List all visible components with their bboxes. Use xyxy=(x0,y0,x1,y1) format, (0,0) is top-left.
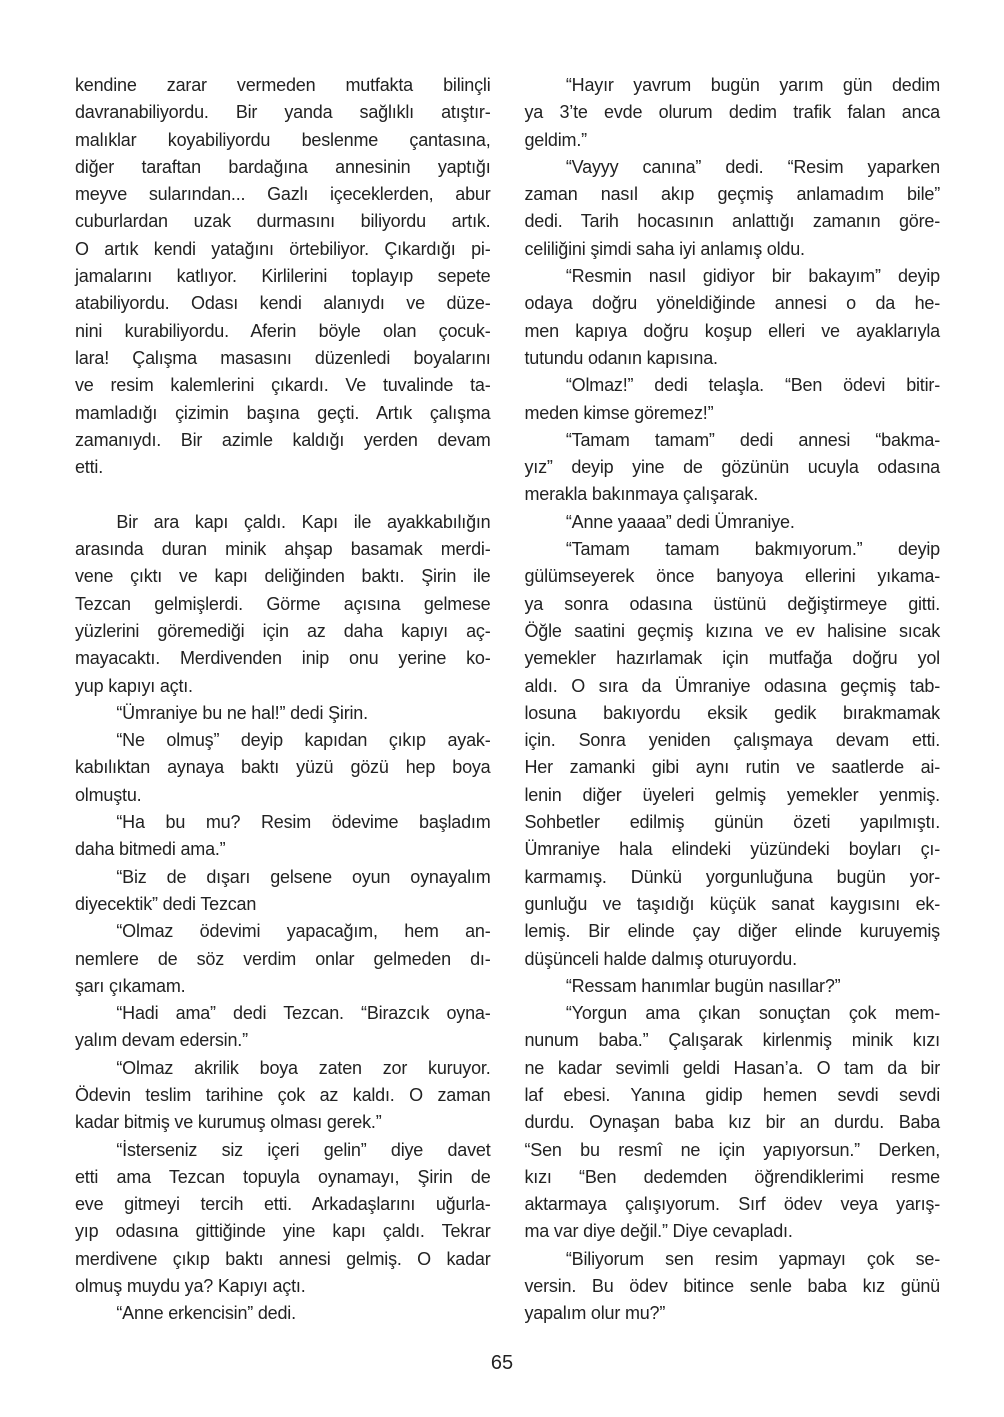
text-line: Bir ara kapı çaldı. Kapı ile ayakkabılığın xyxy=(116,511,491,532)
paragraph xyxy=(525,154,941,263)
text-line: “Vayyy canına” dedi. “Resim yaparken xyxy=(565,156,940,177)
text-line: karmamış. Dünkü yorgunluğuna bugün yor- xyxy=(524,866,940,887)
text-line: şarı çıkamam. xyxy=(75,975,186,996)
text-line: Öğle saatini geçmiş kızına ve ev halisine sıcak xyxy=(524,620,940,641)
text-line: men kapıya doğru koşup elleri ve ayaklarıyla xyxy=(524,320,940,341)
paragraph xyxy=(75,700,491,727)
text-line: ya 3’te evde olurum dedim trafik falan anca xyxy=(524,102,940,123)
paragraph xyxy=(525,427,941,509)
paragraph xyxy=(75,809,491,864)
text-line: aktarmaya çalışıyorum. Sırf ödev veya yarış- xyxy=(524,1194,940,1215)
paragraph xyxy=(75,918,491,1000)
text-line: olmuştu. xyxy=(75,784,142,805)
text-line: etti ama Tezcan topuyla oynamayı, Şirin de xyxy=(75,1166,491,1187)
text-line: ne kadar sevimli geldi Hasan’a. O tam da bir xyxy=(524,1057,940,1078)
text-line: “Ne olmuş” deyip kapıdan çıkıp ayak- xyxy=(116,730,491,751)
text-line: gülümseyerek önce banyoya ellerini yıkama- xyxy=(524,566,940,587)
text-line: Her zamanki gibi aynı rutin ve saatlerde ai- xyxy=(524,757,940,778)
text-line: nemlere de söz verdim onlar gelmeden dı- xyxy=(75,948,491,969)
text-line: “Tamam tamam” dedi annesi “bakma- xyxy=(565,429,940,450)
text-line: “Biliyorum sen resim yapmayı çok se- xyxy=(565,1248,940,1269)
text-line: aldı. O sıra da Ümraniye odasına geçmiş tab- xyxy=(524,675,940,696)
text-line: kabılıktan aynaya baktı yüzü gözü hep boya xyxy=(75,757,491,778)
text-line: O artık kendi yatağını örtebiliyor. Çıkardığı pi- xyxy=(75,238,491,259)
text-line: olmuş muydu ya? Kapıyı açtı. xyxy=(75,1276,306,1297)
text-line: yüzlerini göremediği için az daha kapıyı aç- xyxy=(75,620,491,641)
paragraph xyxy=(75,1055,491,1137)
text-line: lemiş. Bir elinde çay diğer elinde kuruyemiş xyxy=(524,921,940,942)
text-line: ve resim kalemlerini çıkardı. Ve tuvalinde ta- xyxy=(75,375,491,396)
paragraph xyxy=(525,263,941,372)
text-line: lara! Çalışma masasını düzenledi boyalarını xyxy=(75,347,491,368)
text-line: “Hayır yavrum bugün yarım gün dedim xyxy=(565,75,940,95)
text-line: mayacaktı. Merdivenden inip onu yerine ko- xyxy=(75,648,491,669)
text-line: merdivene çıkıp baktı annesi gelmiş. O kadar xyxy=(75,1248,491,1269)
text-line: Sohbetler edilmiş günün özeti yapılmıştı. xyxy=(524,812,940,833)
text-line: ya sonra odasına üstünü değiştirmeye gitti. xyxy=(524,593,940,614)
text-line: “Hadi ama” dedi Tezcan. “Birazcık oyna- xyxy=(116,1003,491,1024)
text-line: tutundu odanın kapısına. xyxy=(524,347,718,368)
text-line: “Olmaz akrilik boya zaten zor kuruyor. xyxy=(116,1057,491,1078)
text-line: “Olmaz ödevimi yapacağım, hem an- xyxy=(116,921,491,942)
text-line: davranabiliyordu. Bir yanda sağlıklı atıştır- xyxy=(75,102,491,123)
text-line: nini kurabiliyordu. Aferin böyle olan çocuk- xyxy=(75,320,491,341)
paragraph xyxy=(75,1137,491,1301)
text-line: “Anne yaaaa” dedi Ümraniye. xyxy=(565,511,795,532)
text-line: “Sen bu resmî ne için yapıyorsun.” Derken, xyxy=(524,1139,940,1160)
paragraph xyxy=(525,536,941,973)
text-line: nunum baba.” Çalışarak kirlenmiş minik kızı xyxy=(524,1030,940,1051)
text-line: etti. xyxy=(75,457,104,478)
text-line: “Yorgun ama çıkan sonuçtan çok mem- xyxy=(565,1003,940,1024)
text-line: cuburlardan uzak durmasını biliyordu artık. xyxy=(75,211,491,232)
text-line: “Olmaz!” dedi telaşla. “Ben ödevi bitir- xyxy=(565,375,940,396)
text-line: durdu. Oynaşan baba kız bir an durdu. Baba xyxy=(524,1112,940,1133)
text-line: Ödevin teslim tarihine çok az kaldı. O zaman xyxy=(75,1084,491,1105)
text-line: laf ebesi. Yanına gidip hemen sevdi sevdi xyxy=(524,1084,940,1105)
text-line: “Anne erkencisin” dedi. xyxy=(116,1303,296,1324)
paragraph xyxy=(525,72,941,154)
paragraph xyxy=(525,1000,941,1246)
text-line: yapalım olur mu?” xyxy=(524,1303,666,1324)
text-line: diğer taraftan bardağına annesinin yaptığı xyxy=(75,156,491,177)
paragraph xyxy=(75,72,491,481)
text-line: gunluğu ve taşıdığı küçük sanat kaygısını ek- xyxy=(524,893,940,914)
text-line: düşünceli halde dalmış oturuyordu. xyxy=(524,948,797,969)
text-line: yız” deyip yine de gözünün ucuyla odasına xyxy=(524,457,940,478)
text-line: meyve sularından... Gazlı içeceklerden, abur xyxy=(75,184,491,205)
text-line: ma var diye değil.” Diye cevapladı. xyxy=(524,1221,793,1242)
text-line: “Tamam tamam bakmıyorum.” deyip xyxy=(565,539,940,560)
text-line: meden kimse göremez!” xyxy=(524,402,714,423)
paragraph xyxy=(75,864,491,919)
text-line: kızı “Ben dedemden öğrendiklerimi resme xyxy=(524,1166,940,1187)
paragraph xyxy=(75,509,491,700)
text-line: dedi. Tarih hocasının anlattığı zamanın göre- xyxy=(524,211,940,232)
text-line: yıp odasına gittiğinde yine kapı çaldı. Tekrar xyxy=(75,1221,491,1242)
paragraph xyxy=(75,1000,491,1055)
page-number: 65 xyxy=(490,1352,514,1374)
text-column-right xyxy=(525,72,941,1328)
text-line: yemekler hazırlamak için mutfağa doğru yol xyxy=(524,648,940,669)
paragraph xyxy=(525,372,941,427)
text-line: zamanıydı. Bir azimle kaldığı yerden devam xyxy=(75,429,491,450)
text-line: zaman nasıl akıp geçmiş anlamadım bile” xyxy=(524,184,940,205)
text-line: kadar bitmiş ve kurumuş olması gerek.” xyxy=(75,1112,382,1133)
text-columns xyxy=(75,72,940,1328)
text-line: Ümraniye hala elindeki yüzündeki boyları çı- xyxy=(524,839,940,860)
text-line: diyecektik” dedi Tezcan xyxy=(75,893,257,914)
text-line: kendine zarar vermeden mutfakta bilinçli xyxy=(75,75,491,95)
text-line: losuna bakıyordu eksik gedik bırakmamak xyxy=(524,702,940,723)
text-line: “Ümraniye bu ne hal!” dedi Şirin. xyxy=(116,702,368,723)
paragraph xyxy=(75,727,491,809)
paragraph xyxy=(525,509,941,536)
text-line: daha bitmedi ama.” xyxy=(75,839,226,860)
text-line: celiliğini şimdi saha iyi anlamış oldu. xyxy=(524,238,805,259)
text-line: odaya doğru yöneldiğinde annesi o da he- xyxy=(524,293,940,314)
paragraph xyxy=(75,1300,491,1327)
text-line: atabiliyordu. Odası kendi alanıydı ve düze- xyxy=(75,293,491,314)
text-line: vene çıktı ve kapı deliğinden baktı. Şirin ile xyxy=(75,566,491,587)
text-line: “Ressam hanımlar bugün nasıllar?” xyxy=(565,975,841,996)
text-line: yup kapıyı açtı. xyxy=(75,675,193,696)
text-line: yalım devam edersin.” xyxy=(75,1030,248,1051)
text-line: “Resmin nasıl gidiyor bir bakayım” deyip xyxy=(565,266,940,287)
text-line: “İsterseniz siz içeri gelin” diye davet xyxy=(116,1139,491,1160)
text-line: malıklar koyabiliyordu beslenme çantasına, xyxy=(75,129,491,150)
paragraph xyxy=(525,1246,941,1328)
text-column-left xyxy=(75,72,491,1328)
text-line: lenin diğer üyeleri gelmiş yemekler yenmiş. xyxy=(524,784,940,805)
text-line: “Biz de dışarı gelsene oyun oynayalım xyxy=(116,866,491,887)
text-line: jamalarını katlıyor. Kirlilerini toplayıp sepete xyxy=(75,266,491,287)
text-line: eve gitmeyi tercih etti. Arkadaşlarını uğurla- xyxy=(75,1194,491,1215)
text-line: “Ha bu mu? Resim ödevime başladım xyxy=(116,812,491,833)
text-line: için. Sonra yeniden çalışmaya devam etti. xyxy=(524,730,940,751)
text-line: Tezcan gelmişlerdi. Görme açısına gelmese xyxy=(75,593,491,614)
text-line: geldim.” xyxy=(524,129,587,150)
text-line: mamladığı çizimin başına geçti. Artık çalışma xyxy=(75,402,491,423)
text-line: merakla bakınmaya çalışarak. xyxy=(524,484,758,505)
paragraph xyxy=(525,973,941,1000)
text-line: versin. Bu ödev bitince senle baba kız günü xyxy=(524,1276,940,1297)
text-line: arasında duran minik ahşap basamak merdi- xyxy=(75,539,491,560)
